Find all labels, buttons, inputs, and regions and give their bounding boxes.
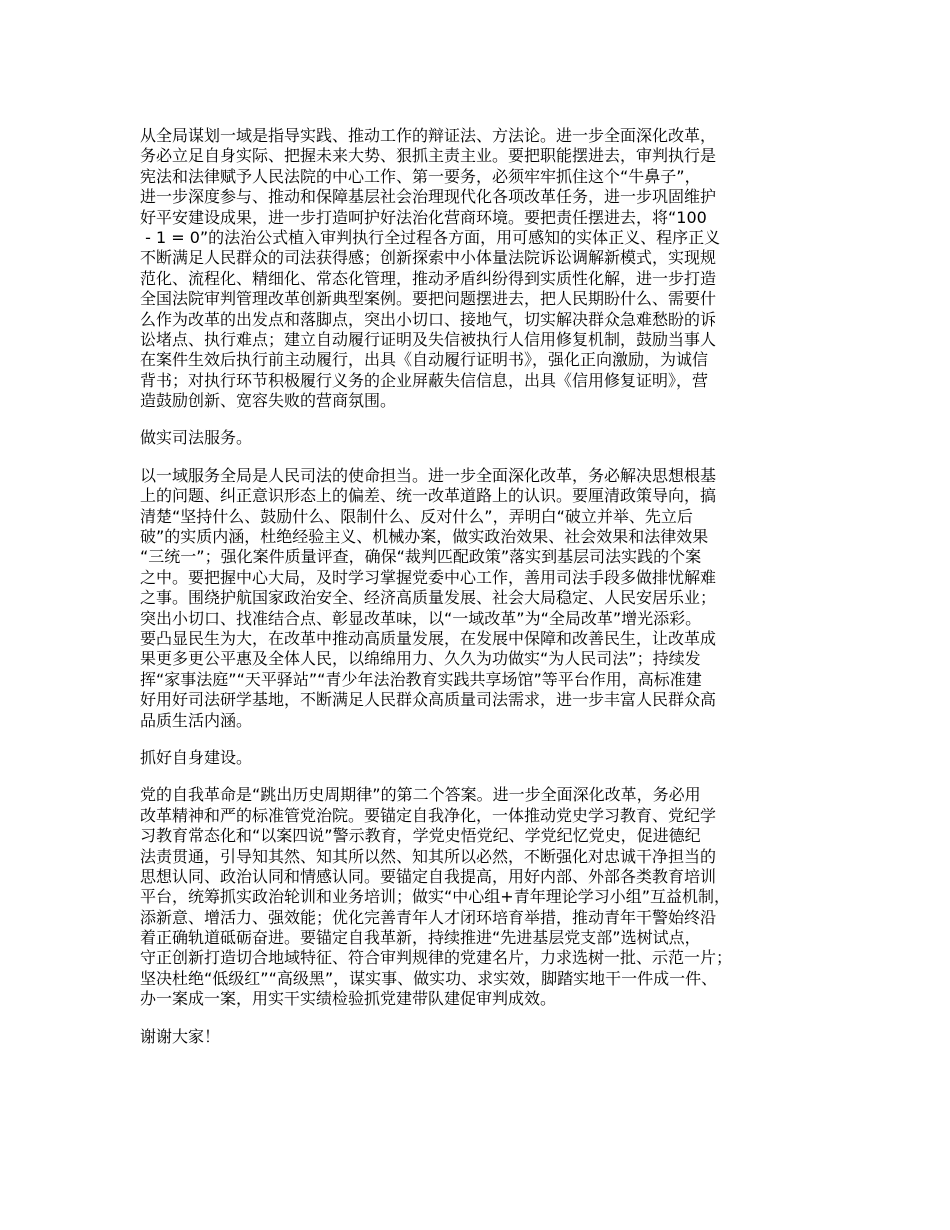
text-line: 讼堵点、执行难点；建立自动履行证明及失信被执行人信用修复机制，鼓励当事人 xyxy=(140,329,717,349)
text-line: 法责贯通，引导知其然、知其所以然、知其所以必然，不断强化对忠诚干净担当的 xyxy=(140,846,717,866)
text-line: 以一域服务全局是人民司法的使命担当。进一步全面深化改革，务必解决思想根基 xyxy=(140,465,717,485)
paragraph-judicial-service xyxy=(140,466,830,731)
text-line: 全国法院审判管理改革创新典型案例。要把问题摆进去，把人民期盼什么、需要什 xyxy=(140,289,717,309)
text-line: 平台，统筹抓实政治轮训和业务培训；做实“中心组+青年理论学习小组”互益机制， xyxy=(140,887,730,907)
section-heading-self-building xyxy=(140,748,830,768)
text-line: 党的自我革命是“跳出历史周期律”的第二个答案。进一步全面深化改革，务必用 xyxy=(140,785,701,805)
text-line: 好平安建设成果，进一步打造呵护好法治化营商环境。要把责任摆进去，将“100 xyxy=(140,207,707,227)
text-line: 之事。围绕护航国家政治安全、经济高质量发展、社会大局稳定、人民安居乐业； xyxy=(140,588,717,608)
text-line: 破”的实质内涵，杜绝经验主义、机械办案，做实政治效果、社会效果和法律效果 xyxy=(140,527,709,547)
text-line: 进一步深度参与、推动和保障基层社会治理现代化各项改革任务，进一步巩固维护 xyxy=(140,187,717,207)
text-line: 办一案成一案，用实干实绩检验抓党建带队建促审判成效。 xyxy=(140,989,557,1009)
text-line: 果更多更公平惠及全体人民，以绵绵用力、久久为功做实“为人民司法”；持续发 xyxy=(140,649,701,669)
text-line: 清楚“坚持什么、鼓励什么、限制什么、反对什么”，弄明白“破立并举、先立后 xyxy=(140,506,693,526)
text-line: 品质生活内涵。 xyxy=(140,710,253,730)
text-line: 宪法和法律赋予人民法院的中心工作、第一要务，必须牢牢抓住这个“牛鼻子”， xyxy=(140,166,701,186)
text-line: 守正创新打造切合地域特征、符合审判规律的党建名片，力求选树一批、示范一片； xyxy=(140,948,733,968)
section-heading-judicial-service xyxy=(140,428,830,448)
text-line: - 1 = 0”的法治公式植入审判执行全过程各方面，用可感知的实体正义、程序正义 xyxy=(140,227,721,247)
text-line: 么作为改革的出发点和落脚点，突出小切口、接地气，切实解决群众急难愁盼的诉 xyxy=(140,309,717,329)
text-line: 从全局谋划一域是指导实践、推动工作的辩证法、方法论。进一步全面深化改革， xyxy=(140,126,717,145)
paragraph-global-planning xyxy=(140,126,830,411)
heading-text: 做实司法服务。 xyxy=(140,428,253,448)
text-line: 背书；对执行环节积极履行义务的企业屏蔽失信信息，出具《信用修复证明》，营 xyxy=(140,370,709,390)
text-line: 要凸显民生为大，在改革中推动高质量发展，在发展中保障和改善民生，让改革成 xyxy=(140,628,717,648)
text-line: 挥“家事法庭”“天平驿站”“青少年法治教育实践共享场馆”等平台作用，高标准建 xyxy=(140,669,702,689)
text-line: 突出小切口、找准结合点、彰显改革味，以“一域改革”为“全局改革”增光添彩。 xyxy=(140,608,702,628)
text-line: 思想认同、政治认同和情感认同。要锚定自我提高，用好内部、外部各类教育培训 xyxy=(140,866,717,886)
closing-text: 谢谢大家！ xyxy=(140,1026,221,1046)
closing-remark xyxy=(140,1027,830,1047)
text-line: 在案件生效后执行前主动履行，出具《自动履行证明书》，强化正向激励，为诚信 xyxy=(140,350,709,370)
text-line: 着正确轨道砥砺奋进。要锚定自我革新，持续推进“先进基层党支部”选树试点， xyxy=(140,928,701,948)
document-page xyxy=(140,126,830,1064)
text-line: 添新意、增活力、强效能；优化完善青年人才闭环培育举措，推动青年干警始终沿 xyxy=(140,907,717,927)
text-line: 坚决杜绝“低级红”“高级黑”，谋实事、做实功、求实效，脚踏实地干一件成一件、 xyxy=(140,968,718,988)
paragraph-self-building xyxy=(140,785,830,1009)
heading-text: 抓好自身建设。 xyxy=(140,747,253,767)
text-line: 上的问题、纠正意识形态上的偏差、统一改革道路上的认识。要厘清政策导向，搞 xyxy=(140,486,717,506)
text-line: 之中。要把握中心大局，及时学习掌握党委中心工作，善用司法手段多做排忧解难 xyxy=(140,567,717,587)
text-line: 务必立足自身实际、把握未来大势、狠抓主责主业。要把职能摆进去，审判执行是 xyxy=(140,146,717,166)
text-line: “三统一”；强化案件质量评查，确保“裁判匹配政策”落实到基层司法实践的个案 xyxy=(140,547,702,567)
text-line: 造鼓励创新、宽容失败的营商氛围。 xyxy=(140,391,397,411)
text-line: 范化、流程化、精细化、常态化管理，推动矛盾纠纷得到实质性化解，进一步打造 xyxy=(140,268,717,288)
text-line: 不断满足人民群众的司法获得感；创新探索中小体量法院诉讼调解新模式，实现规 xyxy=(140,248,717,268)
text-line: 改革精神和严的标准管党治院。要锚定自我净化，一体推动党史学习教育、党纪学 xyxy=(140,805,717,825)
text-line: 习教育常态化和“以案四说”警示教育，学党史悟党纪、学党纪忆党史，促进德纪 xyxy=(140,826,701,846)
text-line: 好用好司法研学基地，不断满足人民群众高质量司法需求，进一步丰富人民群众高 xyxy=(140,690,717,710)
